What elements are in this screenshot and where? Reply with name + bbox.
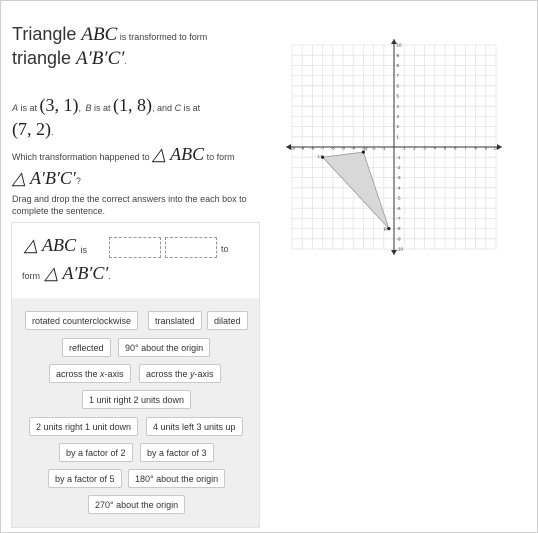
option-translated[interactable]: translated	[148, 311, 202, 330]
y-tick-label: -9	[396, 236, 401, 242]
x-tick-label: 4	[433, 145, 437, 151]
answer-to: to	[221, 244, 229, 254]
drop-zone-2[interactable]	[165, 237, 217, 258]
y-tick-label: -7	[396, 216, 401, 221]
b-label: B	[85, 103, 92, 113]
period: .	[51, 127, 54, 137]
y-tick-label: 3	[396, 114, 400, 119]
a-coord: (3, 1)	[39, 95, 79, 115]
y-tick-label: 10	[396, 42, 402, 48]
x-tick-label: -9	[300, 145, 305, 151]
title-middle: is transformed to form	[117, 32, 208, 42]
answer-line-2	[22, 261, 111, 285]
x-tick-label: -3	[361, 145, 366, 151]
is-at-b: is at	[91, 103, 114, 113]
option-across-y-axis[interactable]: across the y-axis	[139, 364, 221, 383]
x-tick-label: 9	[484, 145, 488, 151]
option-factor-3[interactable]: by a factor of 3	[140, 443, 214, 462]
x-tick-label: 10	[493, 145, 499, 151]
which-triangle-abc: △ ABC	[152, 144, 205, 164]
option-4-left-3-up[interactable]: 4 units left 3 units up	[146, 417, 243, 436]
x-tick-label: -1	[381, 145, 386, 151]
c-coord: (7, 2)	[12, 119, 51, 139]
to-form: to form	[204, 152, 235, 162]
x-tick-label: -2	[371, 145, 376, 151]
y-tick-label: -3	[396, 175, 401, 181]
option-dilated[interactable]: dilated	[207, 311, 248, 330]
answer-triangle-abc-prime: △ A′B′C′	[44, 263, 109, 283]
answer-form: form	[22, 271, 40, 281]
drag-instruction: Drag and drop the the correct answers into the each box to complete the sentence.	[12, 194, 247, 216]
vertex-label: B′	[383, 226, 388, 232]
option-rotated-counterclockwise[interactable]: rotated counterclockwise	[25, 311, 138, 330]
x-tick-label: -7	[320, 145, 325, 151]
points-statement	[12, 95, 262, 143]
y-tick-label: -10	[396, 246, 404, 252]
x-tick-label: -4	[351, 145, 356, 151]
y-tick-label: 1	[396, 134, 400, 140]
which-text: Which transformation happened to	[12, 152, 153, 162]
c-label: C	[174, 103, 182, 113]
option-1-right-2-down[interactable]: 1 unit right 2 units down	[82, 390, 191, 409]
answer-bank	[11, 298, 260, 528]
option-across-x-axis[interactable]: across the x-axis	[49, 364, 131, 383]
y-tick-label: -4	[396, 185, 401, 191]
title-text-line2: triangle	[12, 48, 77, 68]
y-tick-label: -6	[396, 205, 401, 211]
x-tick-label: 1	[402, 145, 406, 151]
y-tick-label: -1	[396, 154, 401, 160]
y-tick-label: -2	[396, 165, 401, 170]
x-tick-label: 8	[474, 145, 477, 151]
answer-triangle-abc: △ ABC	[24, 235, 77, 255]
triangle-abc: ABC	[81, 24, 118, 45]
y-tick-label: 9	[396, 52, 400, 58]
option-180-about-origin[interactable]: 180° about the origin	[128, 469, 225, 488]
x-tick-label: -5	[340, 145, 346, 151]
x-tick-label: 7	[464, 145, 467, 151]
axes	[286, 39, 502, 255]
y-tick-label: 5	[396, 93, 400, 99]
y-tick-label: 6	[396, 83, 400, 89]
vertex-label: A′	[364, 146, 369, 152]
triangle-layer	[318, 147, 391, 232]
y-tick-label: 7	[396, 73, 400, 79]
vertex-label: C′	[317, 154, 322, 160]
x-tick-label: 2	[413, 145, 416, 151]
x-tick-label: 6	[453, 145, 457, 151]
triangle-abc-prime: A′B′C′	[76, 48, 125, 69]
answer-sentence-box	[11, 222, 260, 299]
answer-is: is	[80, 245, 87, 255]
option-270-about-origin[interactable]: 270° about the origin	[88, 495, 185, 514]
x-tick-label: 5	[443, 145, 447, 151]
y-tick-label: 8	[396, 63, 400, 68]
y-tick-label: -8	[396, 226, 401, 232]
answer-line-1	[24, 233, 87, 257]
question-mark: ?	[75, 176, 81, 186]
and-text: , and	[152, 103, 175, 113]
y-tick-label: 4	[396, 103, 400, 109]
question-title	[12, 24, 262, 72]
option-2-right-1-down[interactable]: 2 units right 1 unit down	[29, 417, 138, 436]
y-tick-label: 2	[396, 124, 400, 130]
which-question	[12, 144, 262, 192]
vertex-point	[387, 227, 390, 230]
y-tick-label: -5	[396, 195, 401, 201]
x-tick-label: -6	[330, 145, 335, 151]
x-tick-label: -10	[288, 145, 296, 151]
coordinate-grid	[282, 30, 522, 265]
option-factor-5[interactable]: by a factor of 5	[48, 469, 122, 488]
b-coord: (1, 8)	[113, 95, 153, 115]
answer-period: .	[108, 271, 111, 281]
is-at: is at	[18, 103, 40, 113]
drop-zone-1[interactable]	[109, 237, 161, 258]
title-text: Triangle	[12, 24, 82, 44]
a-label: A	[12, 103, 19, 113]
x-tick-label: -8	[310, 145, 315, 151]
option-90-about-origin[interactable]: 90° about the origin	[118, 338, 210, 357]
comma: ,	[78, 103, 82, 113]
option-factor-2[interactable]: by a factor of 2	[59, 443, 133, 462]
x-tick-label: 3	[423, 145, 426, 151]
title-period: .	[124, 56, 127, 66]
which-triangle-abc-prime: △ A′B′C′	[12, 168, 76, 188]
is-at-c: is at	[181, 103, 201, 113]
option-reflected[interactable]: reflected	[62, 338, 111, 357]
